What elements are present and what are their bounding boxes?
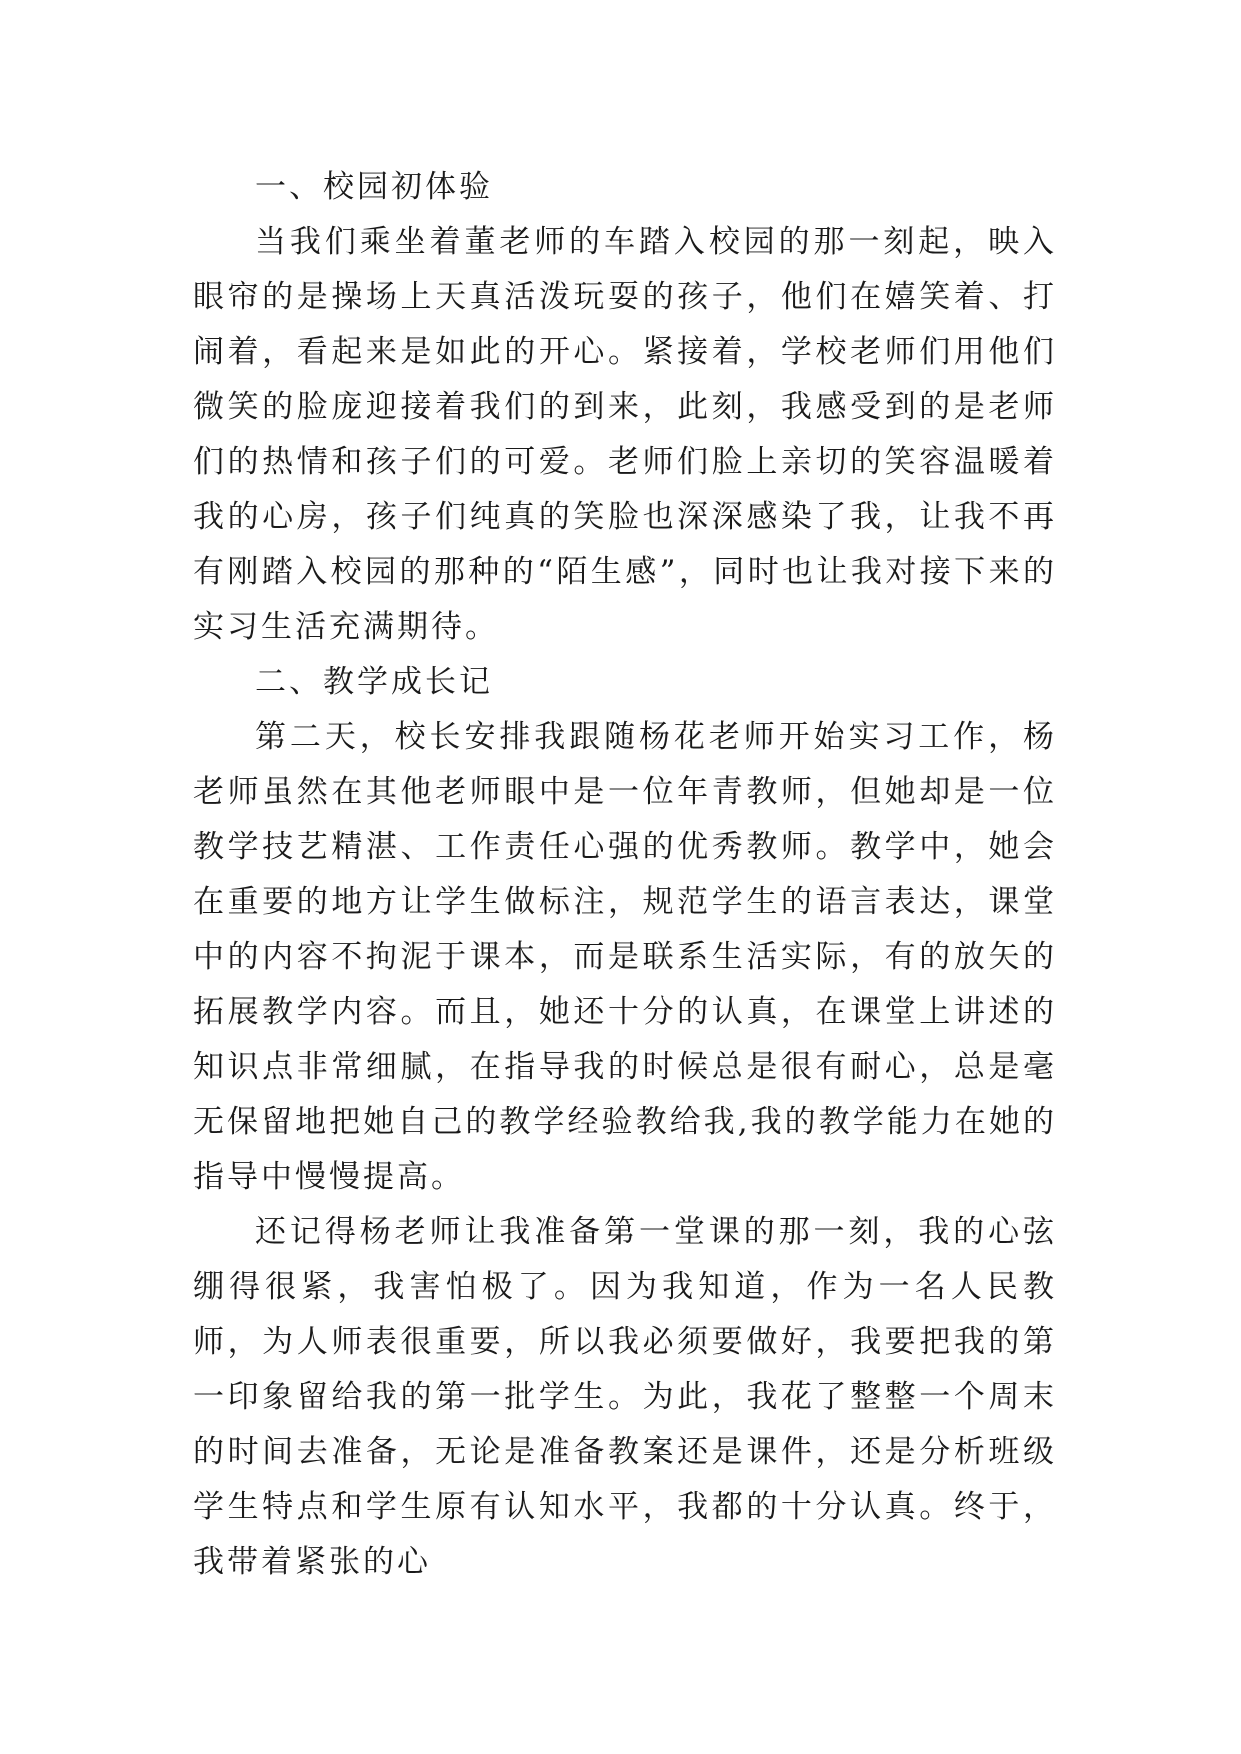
paragraph-1: 当我们乘坐着董老师的车踏入校园的那一刻起，映入眼帘的是操场上天真活泼玩耍的孩子，他们在嬉笑着、打闹着，看起来是如此的开心。紧接着，学校老师们用他们微笑的脸庞迎接着我们的到来，此刻，我感受到的是老师们的热情和孩子们的可爱。老师们脸上亲切的笑容温暖着我的心房，孩子们纯真的笑脸也深深感染了我，让我不再有刚踏入校园的那种的“陌生感”，同时也让我对接下来的实习生活充满期待。 (193, 224, 1057, 645)
section-heading-2: 二、教学成长记 (255, 664, 493, 700)
paragraph-2: 第二天，校长安排我跟随杨花老师开始实习工作，杨老师虽然在其他老师眼中是一位年青教师，但她却是一位教学技艺精湛、工作责任心强的优秀教师。教学中，她会在重要的地方让学生做标注，规范学生的语言表达，课堂中的内容不拘泥于课本，而是联系生活实际，有的放矢的拓展教学内容。而且，她还十分的认真，在课堂上讲述的知识点非常细腻，在指导我的时候总是很有耐心，总是毫无保留地把她自己的教学经验教给我,我的教学能力在她的指导中慢慢提高。 (193, 719, 1057, 1195)
section-heading-1: 一、校园初体验 (255, 169, 493, 205)
document-body (193, 160, 1057, 1590)
paragraph-3: 还记得杨老师让我准备第一堂课的那一刻，我的心弦绷得很紧，我害怕极了。因为我知道，作为一名人民教师，为人师表很重要，所以我必须要做好，我要把我的第一印象留给我的第一批学生。为此，我花了整整一个周末的时间去准备，无论是准备教案还是课件，还是分析班级学生特点和学生原有认知水平，我都的十分认真。终于，我带着紧张的心 (193, 1214, 1057, 1580)
